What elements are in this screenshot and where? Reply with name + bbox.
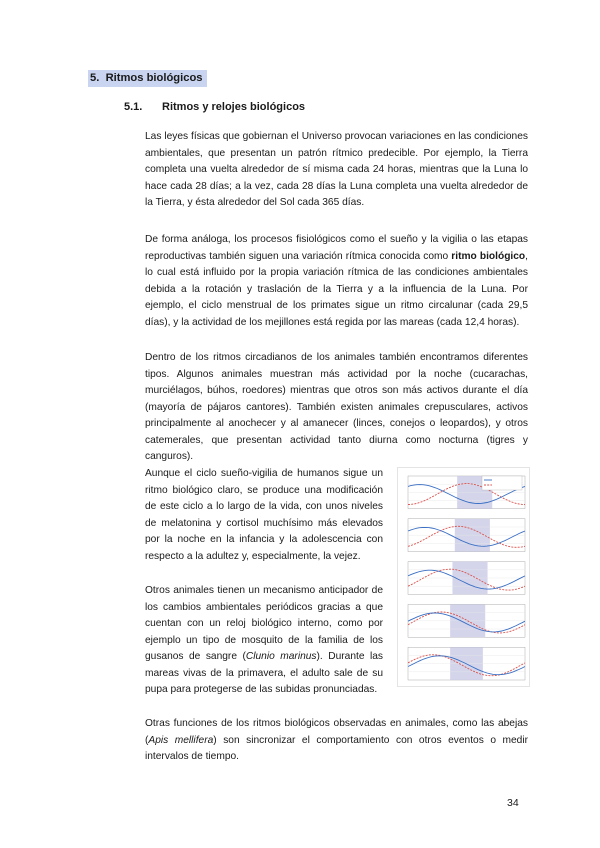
bold-term: ritmo biológico (451, 250, 526, 262)
paragraph-sleep-wake-cycle: Aunque el ciclo sueño-vigilia de humanos sigue un ritmo biológico claro, se produce una modificación de este ciclo a lo largo de la vida, con unos niveles de melatonina y cortisol muchísimo más elevados por la noche en la infancia y la adolescencia con respecto a la adultez y, especialmente, la vejez. (145, 468, 383, 562)
paragraph-bees (145, 716, 528, 766)
page-number: 34 (507, 797, 519, 809)
paragraph-biological-rhythm (145, 232, 528, 331)
species-name: Clunio marinus (245, 651, 317, 662)
hormone-rhythm-figure (397, 467, 530, 687)
paragraph-physical-laws: Las leyes físicas que gobiernan el Universo provocan variaciones en las condiciones ambientales, que presentan un patrón rítmico predecible. Por ejemplo, la Tierra completa una vuelta alrededor de sí misma cada 24 horas, mientras que la Luna lo hace cada 28 días; a la vez, cada 28 días la Luna completa una vuelta alrededor de la Tierra, y ésta alrededor del Sol cada 365 días. (145, 131, 528, 208)
subsection-heading (124, 99, 305, 115)
subsection-title: Ritmos y relojes biológicos (162, 101, 306, 113)
paragraph-text: De forma análoga, los procesos fisiológicos como el sueño y la vigilia o las etapas reproductivas también siguen una variación rítmica conocida como (145, 234, 528, 262)
paragraph-text: ). Durante las mareas vivas de la primavera, el adulto sale de su pupa para protegerse de las subidas pronunciadas. (145, 651, 383, 695)
section-heading (88, 70, 207, 87)
paragraph-text: Otros animales tienen un mecanismo anticipador de los cambios ambientales periódicos gracias a que cuentan con un reloj biológico interno, como por ejemplo un tipo de mosquito de la familia de los gusanos de sangre ( (145, 585, 383, 662)
paragraph-text: Otras funciones de los ritmos biológicos observadas en animales, como las abejas ( (145, 718, 528, 746)
paragraph-text: , lo cual está influido por la propia variación rítmica de las condiciones ambientales debida a la rotación y traslación de la Tierra y a la influencia de la Luna. Por ejemplo, el ciclo menstrual de los primates sigue un ritmo circalunar (cada 29,5 días), y la actividad de los mejillones está regida por las mareas (cada 12,4 horas). (145, 250, 528, 328)
section-number: 5. (90, 72, 100, 84)
section-title: Ritmos biológicos (105, 72, 203, 84)
paragraph-circadian-types: Dentro de los ritmos circadianos de los animales también encontramos diferentes tipos. Algunos animales muestran más actividad por la noche (cucarachas, murciélagos, búhos, roedores) mientras que otros son más activos durante el día (mayoría de pájaros cantores). También existen animales crepusculares, activos principalmente al anochecer y al amanecer (linces, conejos o leopardos), y otros catemerales, que presentan actividad tanto diurna como nocturna (tigres y canguros). (145, 352, 528, 462)
paragraph-text: ) son sincronizar el comportamiento con otros eventos o medir intervalos de tiempo. (145, 734, 528, 762)
species-name: Apis mellifera (148, 734, 214, 746)
subsection-number: 5.1. (124, 101, 143, 113)
hormone-rhythm-panels (398, 468, 529, 686)
paragraph-internal-clock (145, 583, 383, 699)
legend-box (482, 476, 522, 490)
